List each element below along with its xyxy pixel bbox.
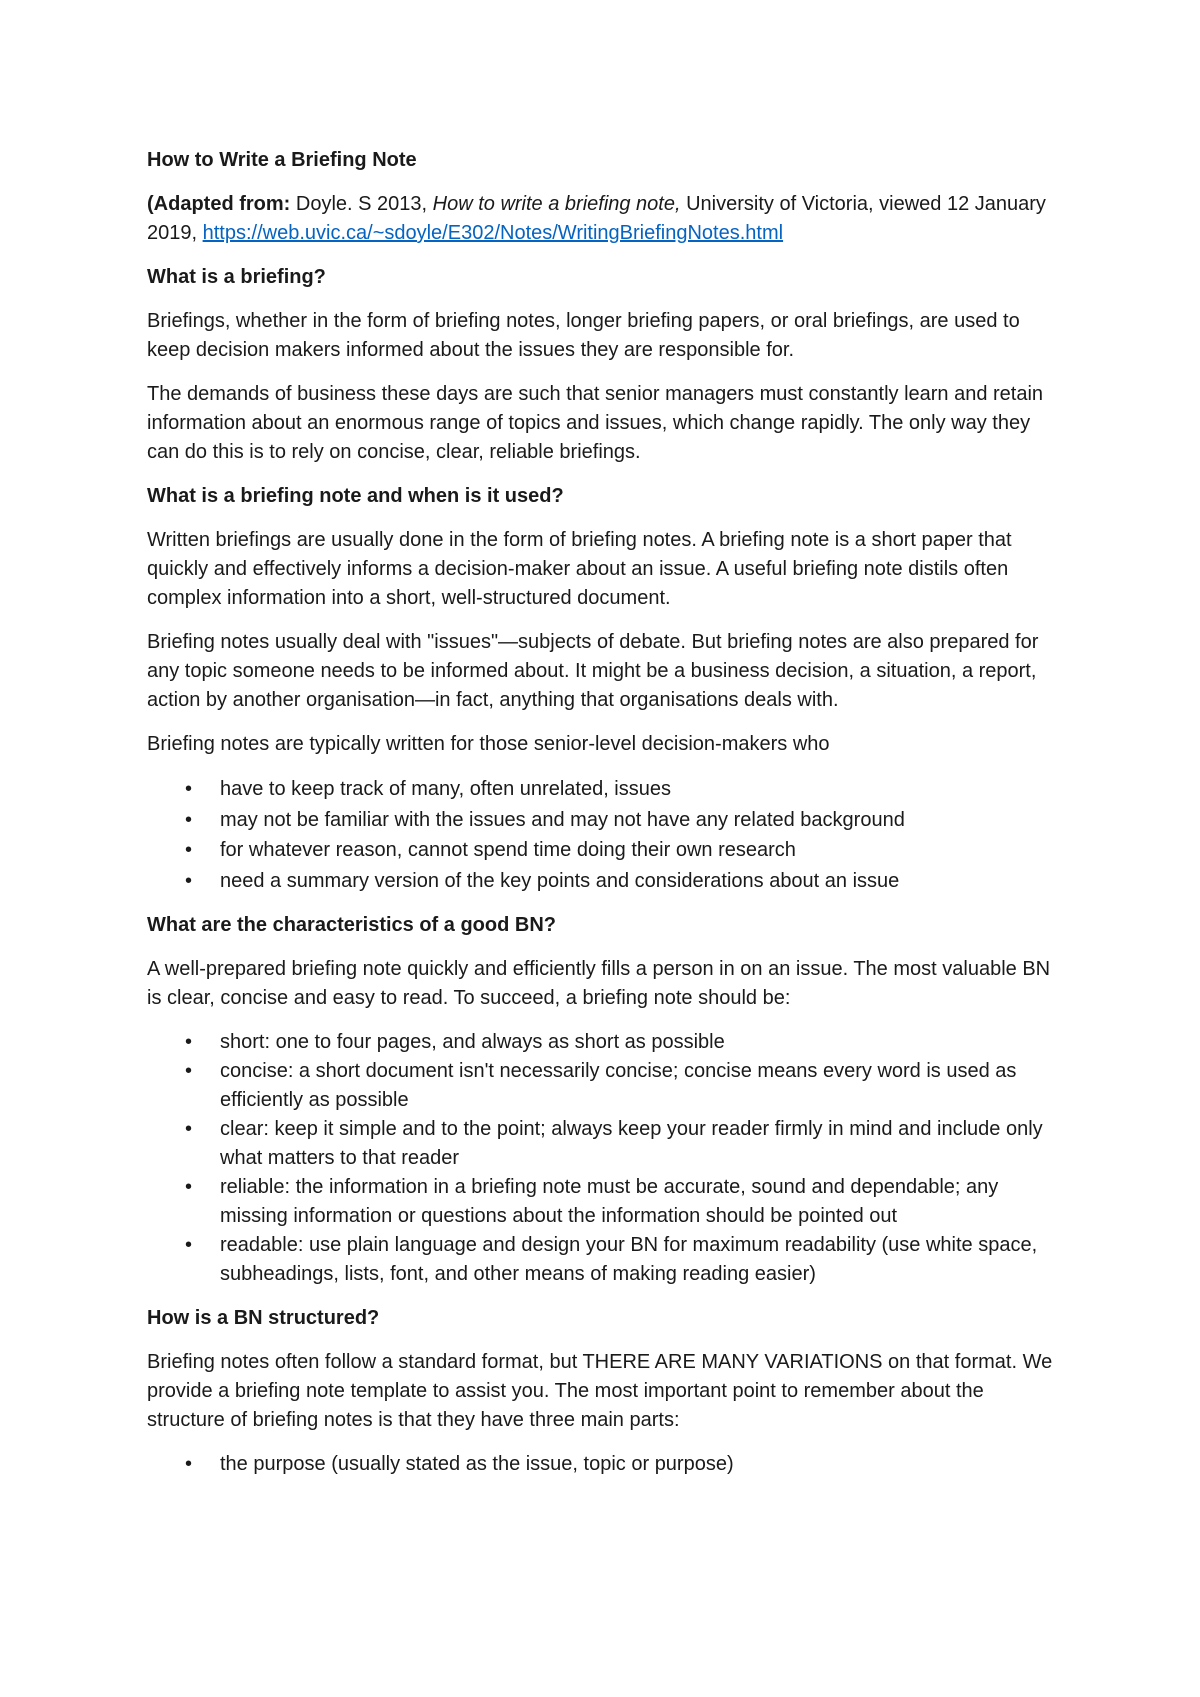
- bullet-icon: •: [185, 1176, 193, 1198]
- list-item-text: have to keep track of many, often unrelated, issues: [220, 778, 671, 800]
- paragraph: Briefing notes usually deal with "issues"—subjects of debate. But briefing notes are also prepared for any topic someone needs to be informed about. It might be a business decision, a situation, a report, action by another organisation—in fact, anything that organisations deals with.: [147, 631, 1039, 711]
- list-item: [147, 1115, 1067, 1173]
- document-title: How to Write a Briefing Note: [147, 149, 417, 171]
- paragraph: The demands of business these days are such that senior managers must constantly learn and retain information about an enormous range of topics and issues, which change rapidly. The only way they can do this is to rely on concise, clear, reliable briefings.: [147, 383, 1044, 463]
- bullet-icon: •: [185, 839, 193, 861]
- bullet-icon: •: [185, 1453, 193, 1475]
- bullet-list: [147, 774, 1067, 896]
- section-heading: What is a briefing note and when is it used?: [147, 485, 564, 507]
- bullet-icon: •: [185, 1118, 193, 1140]
- list-item-text: may not be familiar with the issues and may not have any related background: [220, 808, 905, 831]
- bullet-icon: •: [185, 869, 193, 892]
- bullet-icon: •: [185, 778, 193, 800]
- paragraph: Briefings, whether in the form of briefing notes, longer briefing papers, or oral briefings, are used to keep decision makers informed about the issues they are responsible for.: [147, 310, 1020, 361]
- section-heading: What are the characteristics of a good BN?: [147, 914, 556, 936]
- paragraph: Written briefings are usually done in the form of briefing notes. A briefing note is a short paper that quickly and effectively informs a decision-maker about an issue. A useful briefing note distils often complex information into a short, well-structured document.: [147, 529, 1012, 609]
- list-item-text: short: one to four pages, and always as short as possible: [220, 1031, 725, 1053]
- list-item: [147, 1173, 1067, 1231]
- bullet-icon: •: [185, 1060, 193, 1082]
- list-item: [147, 774, 1067, 805]
- list-item: [147, 1231, 1067, 1289]
- list-item: [147, 1028, 1067, 1057]
- citation-work-title: How to write a briefing note,: [432, 193, 681, 215]
- bullet-icon: •: [185, 1031, 193, 1053]
- list-item-text: readable: use plain language and design your BN for maximum readability (use white space, subheadings, lists, font, and other means of making reading easier): [220, 1234, 1038, 1285]
- paragraph: Briefing notes often follow a standard format, but THERE ARE MANY VARIATIONS on that format. We provide a briefing note template to assist you. The most important point to remember about the structure of briefing notes is that they have three main parts:: [147, 1351, 1053, 1431]
- list-item-text: clear: keep it simple and to the point; always keep your reader firmly in mind and include only what matters to that reader: [220, 1118, 1043, 1169]
- citation-details: University of Victoria, viewed 12 January 2019,: [147, 193, 1046, 244]
- citation-prefix: (Adapted from:: [147, 193, 291, 215]
- list-item-text: the purpose (usually stated as the issue, topic or purpose): [220, 1453, 734, 1475]
- document-page: [147, 146, 1067, 1494]
- list-item: [147, 835, 1067, 866]
- citation: [147, 190, 1067, 248]
- list-item-text: concise: a short document isn't necessarily concise; concise means every word is used as efficiently as possible: [220, 1060, 1017, 1111]
- paragraph: A well-prepared briefing note quickly and efficiently fills a person in on an issue. The most valuable BN is clear, concise and easy to read. To succeed, a briefing note should be:: [147, 958, 1051, 1009]
- list-item: [147, 866, 1067, 897]
- list-item-text: for whatever reason, cannot spend time doing their own research: [220, 839, 796, 861]
- bullet-icon: •: [185, 1234, 193, 1256]
- citation-author: Doyle. S 2013,: [290, 193, 433, 215]
- paragraph: Briefing notes are typically written for those senior-level decision-makers who: [147, 733, 830, 755]
- section-heading: How is a BN structured?: [147, 1307, 380, 1329]
- citation-link[interactable]: https://web.uvic.ca/~sdoyle/E302/Notes/WritingBriefingNotes.html: [202, 222, 784, 244]
- bullet-list: [147, 1450, 1067, 1479]
- section-heading: What is a briefing?: [147, 266, 326, 288]
- list-item-text: need a summary version of the key points and considerations about an issue: [220, 869, 900, 892]
- list-item: [147, 1057, 1067, 1115]
- list-item: [147, 805, 1067, 836]
- bullet-icon: •: [185, 808, 193, 831]
- list-item: [147, 1450, 1067, 1479]
- list-item-text: reliable: the information in a briefing note must be accurate, sound and dependable; any missing information or questions about the information should be pointed out: [220, 1176, 999, 1227]
- bullet-list: [147, 1028, 1067, 1289]
